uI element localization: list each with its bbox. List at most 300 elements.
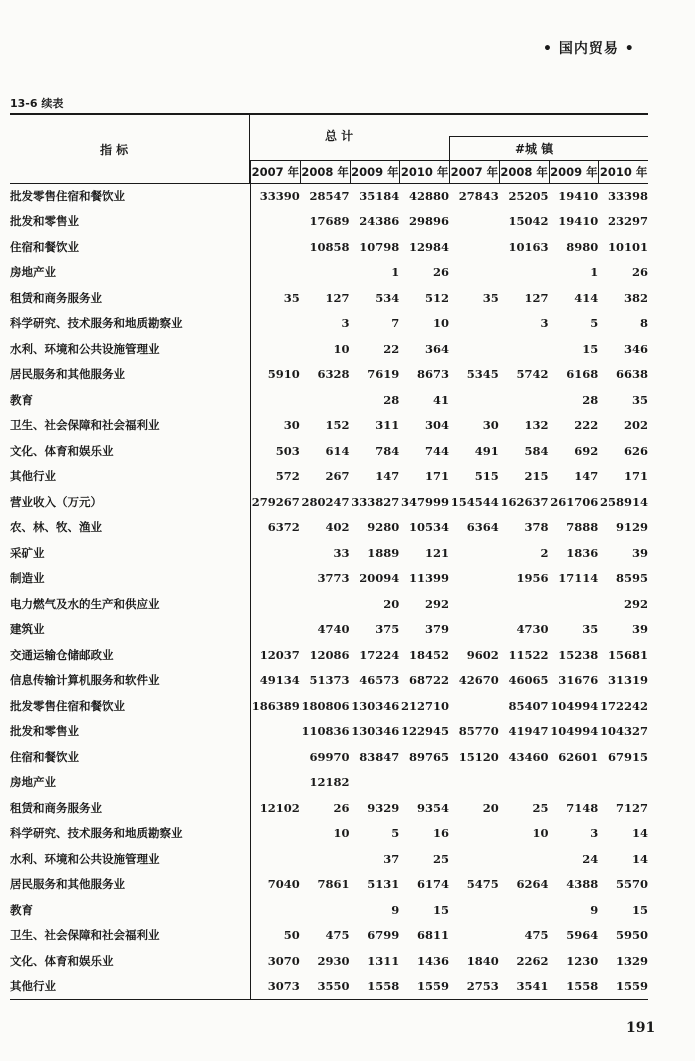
row-label: 批发和零售业 (10, 209, 250, 235)
row-value (499, 770, 549, 796)
row-value: 414 (574, 290, 599, 305)
row-label: 房地产业 (10, 260, 250, 286)
row-label: 文化、体育和娱乐业 (10, 948, 250, 974)
row-value: 572 (275, 469, 300, 484)
row-value: 16 (432, 826, 449, 841)
year-header: 2010 年 (598, 161, 648, 183)
row-value: 33 (333, 545, 350, 560)
row-value (250, 770, 300, 796)
row-value: 4388 (566, 877, 599, 892)
row-label: 卫生、社会保障和社会福利业 (10, 923, 250, 949)
table-row (10, 311, 648, 337)
row-value: 85407 (508, 698, 549, 713)
row-value: 212710 (400, 698, 449, 713)
row-value: 29896 (408, 214, 449, 229)
row-value: 17689 (309, 214, 350, 229)
row-value: 127 (325, 290, 350, 305)
row-value: 8 (639, 316, 648, 331)
row-value: 2262 (516, 953, 549, 968)
table-top-rule (10, 113, 648, 115)
table-row (10, 897, 648, 923)
row-value: 1559 (615, 979, 648, 994)
row-value: 3541 (516, 979, 549, 994)
row-value: 3550 (317, 979, 350, 994)
row-value: 1 (590, 265, 599, 280)
row-value: 26 (333, 800, 350, 815)
row-value: 4740 (317, 622, 350, 637)
row-value: 33398 (607, 188, 648, 203)
row-value: 5475 (466, 877, 499, 892)
row-value: 50 (283, 928, 300, 943)
row-value: 28 (582, 392, 599, 407)
row-value: 41 (432, 392, 449, 407)
row-value: 12182 (309, 775, 350, 790)
table-row (10, 948, 648, 974)
year-header-row (250, 161, 648, 183)
row-value: 5131 (367, 877, 400, 892)
row-value: 35 (482, 290, 499, 305)
row-value: 202 (623, 418, 648, 433)
row-value: 15120 (458, 749, 499, 764)
row-value: 6174 (416, 877, 449, 892)
row-value: 10 (532, 826, 549, 841)
row-label: 制造业 (10, 566, 250, 592)
row-value: 25 (432, 851, 449, 866)
row-value: 42670 (458, 673, 499, 688)
row-value: 304 (424, 418, 449, 433)
row-value: 83847 (359, 749, 400, 764)
table-row (10, 974, 648, 1000)
table-row (10, 464, 648, 490)
row-value: 37 (383, 851, 400, 866)
row-label: 卫生、社会保障和社会福利业 (10, 413, 250, 439)
row-value: 346 (623, 341, 648, 356)
row-value: 20 (482, 800, 499, 815)
row-value (549, 770, 599, 796)
row-value: 26 (631, 265, 648, 280)
row-value: 7888 (566, 520, 599, 535)
row-value: 292 (424, 596, 449, 611)
row-value (250, 336, 300, 362)
row-value: 7 (391, 316, 400, 331)
table-row (10, 872, 648, 898)
row-value: 28 (383, 392, 400, 407)
row-value: 626 (623, 443, 648, 458)
table-row (10, 617, 648, 643)
row-value: 2753 (466, 979, 499, 994)
row-value: 11522 (508, 647, 549, 662)
row-value: 512 (424, 290, 449, 305)
row-value: 68722 (408, 673, 449, 688)
row-value: 5 (590, 316, 599, 331)
row-value: 692 (574, 443, 599, 458)
row-value: 1558 (566, 979, 599, 994)
row-value (449, 540, 499, 566)
row-value (300, 260, 350, 286)
row-value: 6328 (317, 367, 350, 382)
row-value: 14 (631, 851, 648, 866)
row-value: 186389 (251, 698, 300, 713)
year-header: 2010 年 (399, 161, 449, 183)
row-value: 5964 (566, 928, 599, 943)
row-value: 12037 (259, 647, 300, 662)
row-value: 491 (474, 443, 499, 458)
table-row (10, 336, 648, 362)
row-label: 水利、环境和公共设施管理业 (10, 846, 250, 872)
row-value: 3073 (267, 979, 300, 994)
row-value: 24 (582, 851, 599, 866)
row-value: 132 (524, 418, 549, 433)
row-value: 3773 (317, 571, 350, 586)
row-value: 89765 (408, 749, 449, 764)
row-value: 46065 (508, 673, 549, 688)
row-label: 住宿和餐饮业 (10, 234, 250, 260)
table-row (10, 387, 648, 413)
row-label: 居民服务和其他服务业 (10, 872, 250, 898)
table-bottom-rule (10, 999, 648, 1000)
row-value (250, 744, 300, 770)
row-value: 8595 (615, 571, 648, 586)
row-value: 6264 (516, 877, 549, 892)
row-label: 住宿和餐饮业 (10, 744, 250, 770)
row-value: 7127 (615, 800, 648, 815)
row-value: 19410 (558, 214, 599, 229)
row-value: 1558 (367, 979, 400, 994)
page-number: 191 (626, 1020, 656, 1036)
row-value: 9329 (367, 800, 400, 815)
row-value: 180806 (301, 698, 350, 713)
row-value: 46573 (359, 673, 400, 688)
row-value: 17224 (359, 647, 400, 662)
urban-group-rule (449, 136, 648, 137)
row-value: 311 (375, 418, 400, 433)
row-value (449, 566, 499, 592)
row-value: 10163 (508, 239, 549, 254)
row-value (449, 591, 499, 617)
row-value: 584 (524, 443, 549, 458)
row-value: 27843 (458, 188, 499, 203)
row-value: 33390 (259, 188, 300, 203)
row-label: 其他行业 (10, 974, 250, 1000)
row-value (598, 770, 648, 796)
row-value: 6799 (367, 928, 400, 943)
row-value (250, 897, 300, 923)
row-value: 104327 (599, 724, 648, 739)
row-label: 电力燃气及水的生产和供应业 (10, 591, 250, 617)
row-label: 科学研究、技术服务和地质勘察业 (10, 311, 250, 337)
year-header: 2008 年 (300, 161, 350, 183)
row-value: 12102 (259, 800, 300, 815)
row-value: 7040 (267, 877, 300, 892)
row-value: 35 (582, 622, 599, 637)
table-row (10, 642, 648, 668)
row-value: 10858 (309, 239, 350, 254)
row-value: 8980 (566, 239, 599, 254)
table-row (10, 489, 648, 515)
table-row (10, 260, 648, 286)
table-row (10, 515, 648, 541)
row-label: 水利、环境和公共设施管理业 (10, 336, 250, 362)
row-value: 2 (540, 545, 549, 560)
row-value (250, 591, 300, 617)
row-value: 122945 (400, 724, 449, 739)
row-label: 租赁和商务服务业 (10, 795, 250, 821)
row-value: 744 (424, 443, 449, 458)
table-row (10, 668, 648, 694)
row-value: 475 (325, 928, 350, 943)
row-value (250, 846, 300, 872)
row-value: 1329 (615, 953, 648, 968)
row-value: 42880 (408, 188, 449, 203)
row-value: 43460 (508, 749, 549, 764)
row-value: 3 (590, 826, 599, 841)
row-value: 1956 (516, 571, 549, 586)
row-value (449, 234, 499, 260)
row-value (250, 260, 300, 286)
row-value: 15 (631, 902, 648, 917)
row-value: 9 (590, 902, 599, 917)
row-value (449, 897, 499, 923)
row-value (449, 336, 499, 362)
row-value: 5345 (466, 367, 499, 382)
row-value: 3 (540, 316, 549, 331)
row-value: 534 (375, 290, 400, 305)
row-value: 110836 (301, 724, 350, 739)
row-value (300, 846, 350, 872)
row-value (250, 566, 300, 592)
row-value: 62601 (558, 749, 599, 764)
row-value: 1559 (416, 979, 449, 994)
table-row (10, 234, 648, 260)
row-value (449, 617, 499, 643)
table-row (10, 591, 648, 617)
row-value (449, 846, 499, 872)
row-value: 104994 (550, 698, 599, 713)
row-value: 104994 (550, 724, 599, 739)
row-value (449, 821, 499, 847)
row-value: 15 (582, 341, 599, 356)
row-value: 1230 (566, 953, 599, 968)
row-value: 515 (474, 469, 499, 484)
row-value: 215 (524, 469, 549, 484)
row-value: 280247 (301, 494, 350, 509)
row-value: 30 (283, 418, 300, 433)
row-value: 11399 (408, 571, 449, 586)
row-value (449, 311, 499, 337)
row-value: 28547 (309, 188, 350, 203)
row-value: 364 (424, 341, 449, 356)
row-value: 49134 (259, 673, 300, 688)
row-value (499, 387, 549, 413)
row-value: 1889 (367, 545, 400, 560)
indicator-header: 指 标 (100, 143, 129, 157)
row-value: 784 (375, 443, 400, 458)
row-label: 建筑业 (10, 617, 250, 643)
table-row (10, 770, 648, 796)
row-value: 171 (623, 469, 648, 484)
row-label: 农、林、牧、渔业 (10, 515, 250, 541)
row-value: 6811 (416, 928, 449, 943)
row-value: 6638 (615, 367, 648, 382)
row-value: 5950 (615, 928, 648, 943)
row-value: 9602 (466, 647, 499, 662)
table-row (10, 923, 648, 949)
row-value: 258914 (599, 494, 648, 509)
row-value: 5570 (615, 877, 648, 892)
year-header: 2007 年 (449, 161, 499, 183)
row-value: 17114 (558, 571, 599, 586)
row-value: 1 (391, 265, 400, 280)
row-value: 51373 (309, 673, 350, 688)
table-row (10, 183, 648, 209)
row-value: 6372 (267, 520, 300, 535)
row-value: 147 (574, 469, 599, 484)
row-value: 614 (325, 443, 350, 458)
row-label: 其他行业 (10, 464, 250, 490)
table-row (10, 846, 648, 872)
row-value (250, 209, 300, 235)
row-value (499, 260, 549, 286)
row-value: 7619 (367, 367, 400, 382)
row-label: 批发零售住宿和餐饮业 (10, 693, 250, 719)
row-label: 营业收入（万元） (10, 489, 250, 515)
row-value (250, 719, 300, 745)
row-value: 10798 (359, 239, 400, 254)
row-value: 22 (383, 341, 400, 356)
table-row (10, 540, 648, 566)
table-row (10, 693, 648, 719)
row-value (300, 591, 350, 617)
row-value: 3 (341, 316, 350, 331)
row-value: 152 (325, 418, 350, 433)
row-value: 9129 (615, 520, 648, 535)
row-value: 35 (283, 290, 300, 305)
row-label: 交通运输仓储邮政业 (10, 642, 250, 668)
row-value: 31676 (558, 673, 599, 688)
row-value: 25 (532, 800, 549, 815)
row-value: 5 (391, 826, 400, 841)
row-value: 39 (631, 545, 648, 560)
row-value: 10101 (607, 239, 648, 254)
row-value (250, 540, 300, 566)
year-header: 2007 年 (250, 161, 300, 183)
row-value (449, 693, 499, 719)
row-value: 292 (623, 596, 648, 611)
row-label: 租赁和商务服务业 (10, 285, 250, 311)
row-value: 1840 (466, 953, 499, 968)
row-value: 1436 (416, 953, 449, 968)
row-value: 35184 (359, 188, 400, 203)
row-value: 10 (333, 341, 350, 356)
row-value: 9 (391, 902, 400, 917)
row-value: 35 (631, 392, 648, 407)
row-value: 12984 (408, 239, 449, 254)
row-value: 121 (424, 545, 449, 560)
row-value: 30 (482, 418, 499, 433)
row-value: 4730 (516, 622, 549, 637)
year-header: 2009 年 (350, 161, 400, 183)
row-label: 教育 (10, 897, 250, 923)
row-value: 127 (524, 290, 549, 305)
row-value (399, 770, 449, 796)
row-value: 222 (574, 418, 599, 433)
row-value: 2930 (317, 953, 350, 968)
row-value (449, 387, 499, 413)
row-value (300, 387, 350, 413)
row-value: 147 (375, 469, 400, 484)
table-row (10, 821, 648, 847)
row-value: 15 (432, 902, 449, 917)
row-value: 333827 (351, 494, 400, 509)
row-label: 文化、体育和娱乐业 (10, 438, 250, 464)
row-value (499, 846, 549, 872)
running-head: • 国内贸易 • (543, 41, 635, 57)
row-value: 1836 (566, 545, 599, 560)
row-value (250, 311, 300, 337)
table-row (10, 285, 648, 311)
row-value: 8673 (416, 367, 449, 382)
row-value: 3070 (267, 953, 300, 968)
row-value: 347999 (400, 494, 449, 509)
table-row (10, 438, 648, 464)
row-value: 67915 (607, 749, 648, 764)
row-value: 279267 (251, 494, 300, 509)
row-value: 6168 (566, 367, 599, 382)
row-value: 9354 (416, 800, 449, 815)
row-value: 379 (424, 622, 449, 637)
row-value: 41947 (508, 724, 549, 739)
row-label: 批发零售住宿和餐饮业 (10, 183, 250, 209)
row-value: 475 (524, 928, 549, 943)
row-value: 69970 (309, 749, 350, 764)
row-value: 402 (325, 520, 350, 535)
row-value (350, 770, 400, 796)
row-label: 采矿业 (10, 540, 250, 566)
table-row (10, 413, 648, 439)
table-row (10, 362, 648, 388)
row-value (449, 923, 499, 949)
year-header: 2009 年 (549, 161, 599, 183)
row-value: 378 (524, 520, 549, 535)
row-label: 信息传输计算机服务和软件业 (10, 668, 250, 694)
row-value: 10 (333, 826, 350, 841)
row-value: 172242 (599, 698, 648, 713)
row-value: 1311 (367, 953, 400, 968)
table-row (10, 795, 648, 821)
row-value: 20094 (359, 571, 400, 586)
row-value (250, 821, 300, 847)
row-value (499, 591, 549, 617)
row-value: 162637 (500, 494, 549, 509)
row-label: 批发和零售业 (10, 719, 250, 745)
row-value: 10 (432, 316, 449, 331)
row-value: 10534 (408, 520, 449, 535)
row-value (300, 897, 350, 923)
table-row (10, 566, 648, 592)
row-value: 261706 (550, 494, 599, 509)
row-value (549, 591, 599, 617)
row-value: 5910 (267, 367, 300, 382)
table-row (10, 744, 648, 770)
row-value (449, 260, 499, 286)
row-value: 7861 (317, 877, 350, 892)
row-label: 教育 (10, 387, 250, 413)
row-value: 130346 (351, 724, 400, 739)
total-header: 总 计 (325, 129, 354, 143)
table-row (10, 719, 648, 745)
row-value: 24386 (359, 214, 400, 229)
row-value: 382 (623, 290, 648, 305)
